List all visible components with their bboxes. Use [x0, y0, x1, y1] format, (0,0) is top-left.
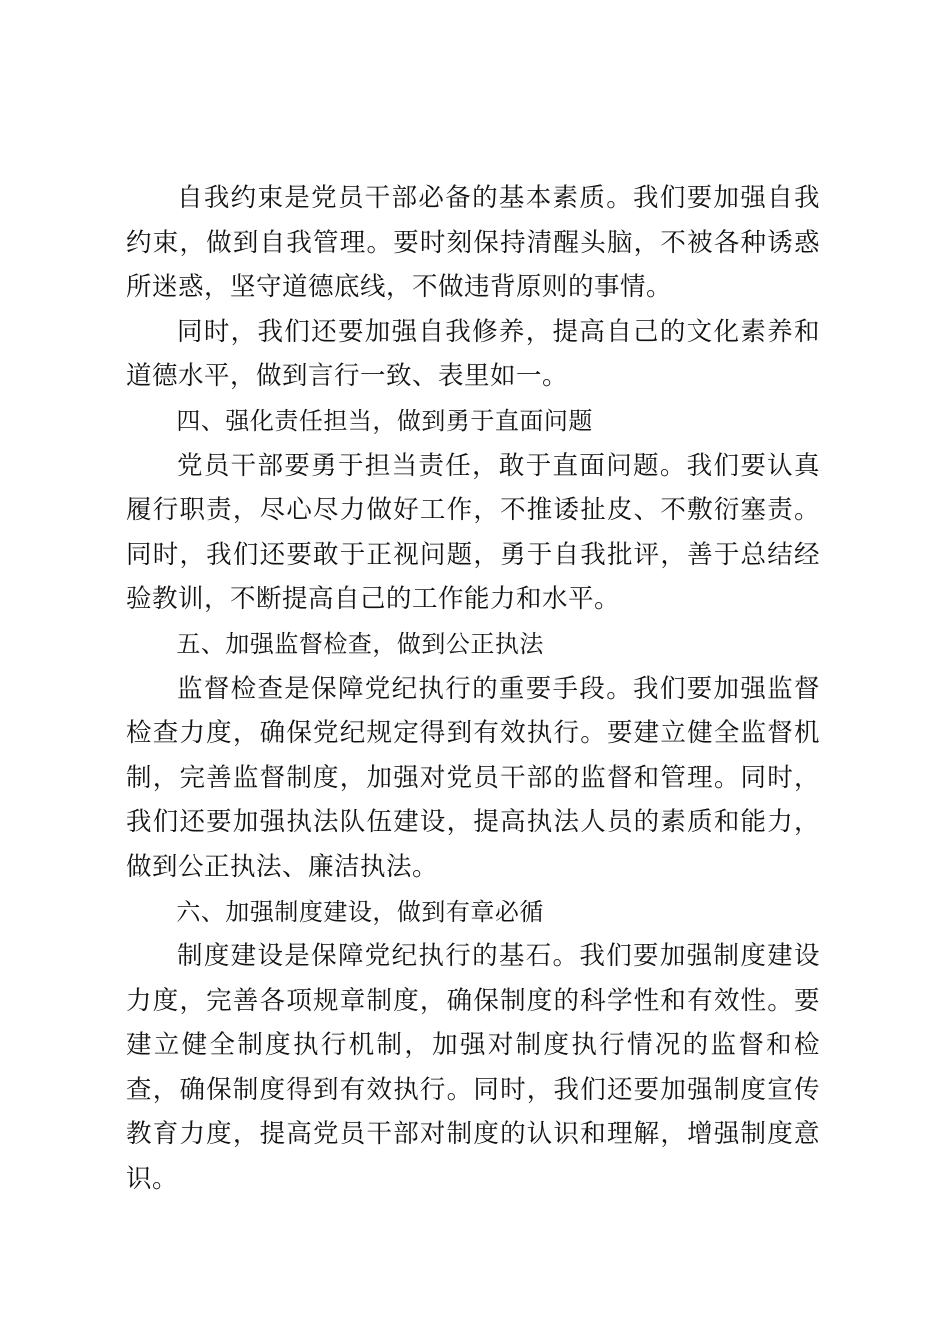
paragraph-supervision: 监督检查是保障党纪执行的重要手段。我们要加强监督检查力度，确保党纪规定得到有效执行。要建立健全监督机制，完善监督制度，加强对党员干部的监督和管理。同时，我们还要加强执法队伍建设，提高执法人员的素质和能力，做到公正执法、廉洁执法。 [126, 673, 820, 882]
paragraph-self-cultivation: 同时，我们还要加强自我修养，提高自己的文化素养和道德水平，做到言行一致、表里如一。 [126, 316, 820, 392]
section-heading-six: 六、加强制度建设，做到有章必循 [176, 897, 544, 926]
paragraph-institution: 制度建设是保障党纪执行的基石。我们要加强制度建设力度，完善各项规章制度，确保制度的科学性和有效性。要建立健全制度执行机制，加强对制度执行情况的监督和检查，确保制度得到有效执行。同时，我们还要加强制度宣传教育力度，提高党员干部对制度的认识和理解，增强制度意识。 [126, 941, 820, 1195]
paragraph-responsibility: 党员干部要勇于担当责任，敢于直面问题。我们要认真履行职责，尽心尽力做好工作，不推诿扯皮、不敷衍塞责。同时，我们还要敢于正视问题，勇于自我批评，善于总结经验教训，不断提高自己的工作能力和水平。 [126, 450, 820, 615]
document-body [126, 176, 820, 1202]
section-heading-four: 四、强化责任担当，做到勇于直面问题 [176, 406, 593, 435]
section-heading-five: 五、加强监督检查，做到公正执法 [176, 629, 544, 658]
paragraph-self-restraint: 自我约束是党员干部必备的基本素质。我们要加强自我约束，做到自我管理。要时刻保持清醒头脑，不被各种诱惑所迷惑，坚守道德底线，不做违背原则的事情。 [126, 183, 820, 303]
